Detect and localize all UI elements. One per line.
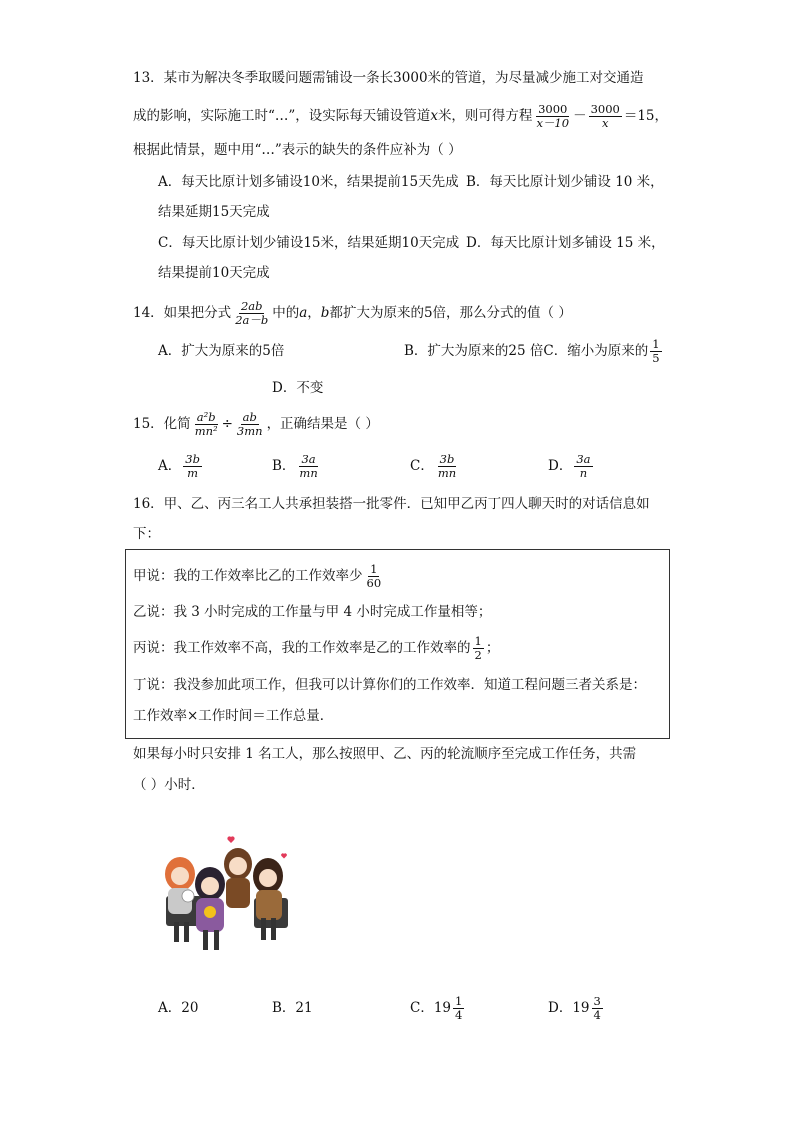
dialogue-ding-2: 工作效率×工作时间＝工作总量． [133, 708, 334, 724]
q13-fraction-1: $\frac{3000}{x-10}$ [536, 101, 570, 130]
q15-pre: 15．化简 [133, 416, 191, 432]
q15-post: ，正确结果是（ ） [266, 416, 379, 432]
q13-option-a: A．每天比原计划多铺设10米，结果提前15天先成 [158, 174, 459, 190]
q14-var-b: b [320, 305, 330, 321]
q13-line1: 13．某市为解决冬季取暖问题需铺设一条长3000米的管道，为尽量减少施工对交通造 [133, 70, 644, 86]
q14-comma: ， [307, 305, 321, 321]
q13-minus: － [573, 108, 587, 124]
q16-option-d: D．19 $\frac{3}{4}$ [548, 993, 601, 1022]
q16-after-2: （ ）小时． [133, 777, 205, 793]
q15-option-b: B． $\frac{3a}{mn}$ [272, 451, 318, 480]
q15-option-d-fraction: $\frac{3a}{n}$ [576, 451, 591, 480]
q16-line1: 16．甲、乙、丙三名工人共承担装搭一批零件．已知甲乙丙丁四人聊天时的对话信息如 [133, 496, 650, 512]
q14-option-c: C．缩小为原来的 [543, 343, 649, 359]
q13-fraction-2: $\frac{3000}{x}$ [590, 101, 620, 130]
q14-option-c-fraction: $\frac{1}{5}$ [652, 336, 660, 365]
q14-post: 都扩大为原来的5倍，那么分式的值（ ） [329, 305, 572, 321]
q13-line2-pre: 成的影响，实际施工时“…”，设实际每天铺设管道 [133, 108, 431, 124]
q16-option-c: C．19 $\frac{1}{4}$ [410, 993, 463, 1022]
jia-fraction: $\frac{1}{60}$ [366, 561, 382, 590]
q14-stem [133, 298, 572, 328]
q13-var-x: x [430, 108, 438, 124]
dialogue-jia: 甲说：我的工作效率比乙的工作效率少 $\frac{1}{60}$ [133, 561, 382, 590]
q14-var-a: a [299, 305, 308, 321]
q15-option-a-fraction: $\frac{3b}{m}$ [185, 451, 200, 480]
q13-line2-mid: 米，则可得方程 [437, 108, 533, 124]
dialogue-bing: 丙说：我工作效率不高，我的工作效率是乙的工作效率的 $\frac{1}{2}$ ； [133, 633, 500, 662]
dialogue-yi: 乙说：我 3 小时完成的工作量与甲 4 小时完成工作量相等； [133, 604, 492, 620]
dialogue-ding-1: 丁说：我没参加此项工作，但我可以计算你们的工作效率．知道工程问题三者关系是： [133, 677, 646, 693]
q16-line2: 下： [133, 526, 160, 542]
q14-option-d: D．不变 [272, 380, 324, 396]
q16-after-1: 如果每小时只安排 1 名工人，那么按照甲、乙、丙的轮流顺序至完成工作任务，共需 [133, 746, 637, 762]
q13-option-c: C．每天比原计划少铺设15米，结果延期10天完成 [158, 235, 460, 251]
q15-option-d: D． $\frac{3a}{n}$ [548, 451, 591, 480]
q15-option-c: C． $\frac{3b}{mn}$ [410, 451, 457, 480]
q15-option-c-fraction: $\frac{3b}{mn}$ [437, 451, 457, 480]
q14-option-b: B．扩大为原来的25 倍 [404, 343, 544, 359]
q15-option-b-fraction: $\frac{3a}{mn}$ [299, 451, 318, 480]
four-girls-illustration [158, 818, 298, 978]
q14-option-a: A．扩大为原来的5倍 [158, 343, 285, 359]
q13-option-b-2: 结果延期15天完成 [158, 204, 270, 220]
q13-line2 [133, 103, 668, 129]
q13-option-d-2: 结果提前10天完成 [158, 265, 270, 281]
q16-option-c-fraction: $\frac{1}{4}$ [455, 993, 463, 1022]
q15-fraction-2: $\frac{ab}{3mn}$ [236, 409, 263, 438]
q16-option-d-fraction: $\frac{3}{4}$ [593, 993, 601, 1022]
q15-stem [133, 408, 379, 440]
q15-fraction-1: $\frac{\text{a²b}}{\text{mn²}}$ [194, 409, 218, 438]
q14-fraction: $\frac{2ab}{2a-b}$ [235, 298, 269, 327]
q16-option-b: B．21 [272, 1000, 313, 1016]
bing-fraction: $\frac{1}{2}$ [474, 633, 482, 662]
q13-option-b-1: B．每天比原计划少铺设 10 米， [466, 174, 664, 190]
q14-pre: 14．如果把分式 [133, 305, 232, 321]
q15-option-a: A． $\frac{3b}{m}$ [158, 451, 200, 480]
q14-option-bc [404, 335, 664, 367]
q15-divide: ÷ [221, 416, 233, 432]
q13-option-d-1: D．每天比原计划多铺设 15 米， [466, 235, 665, 251]
q14-mid: 中的 [272, 305, 300, 321]
q13-line3: 根据此情景，题中用“…”表示的缺失的条件应补为（ ） [133, 142, 462, 158]
q16-option-a: A．20 [158, 1000, 199, 1016]
q13-equals: ＝15， [623, 108, 669, 124]
